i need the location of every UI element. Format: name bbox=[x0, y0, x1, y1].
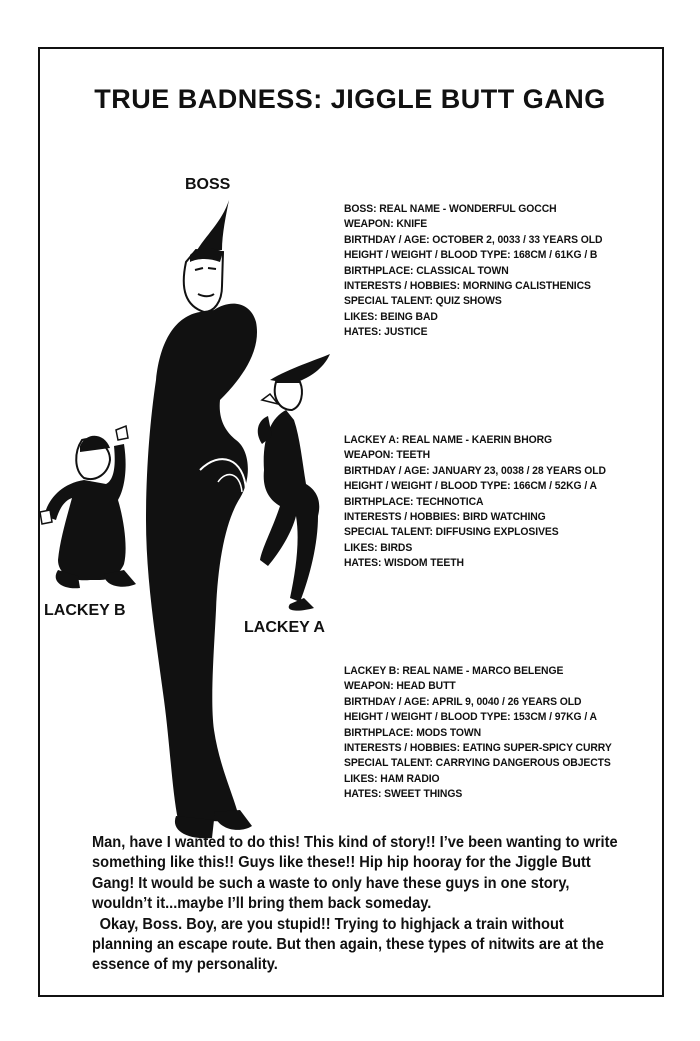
lackey-a-figure bbox=[258, 354, 330, 611]
profile-line: WEAPON: KNIFE bbox=[344, 218, 428, 231]
comment-paragraph: Okay, Boss. Boy, are you stupid!! Trying to highjack a train without planning an escape route. But then again, these types of nitwits are at the essence of my personality. bbox=[92, 915, 604, 974]
profile-line: BIRTHDAY / AGE: APRIL 9, 0040 / 26 YEARS OLD bbox=[344, 695, 582, 708]
profile-line: HEIGHT / WEIGHT / BLOOD TYPE: 166CM / 52KG / A bbox=[344, 480, 597, 493]
lackey-b-figure bbox=[40, 426, 136, 588]
profile-boss bbox=[344, 202, 648, 341]
profile-line: BOSS: REAL NAME - WONDERFUL GOCCH bbox=[344, 203, 557, 215]
comment-paragraph: Man, have I wanted to do this! This kind of story!! I’ve been wanting to write something like this!! Guys like these!! Hip hip hooray for the Jiggle Butt Gang! It would be such a waste to only have these guys in one story, wouldn’t it...maybe I’ll bring them back someday. bbox=[92, 834, 618, 913]
profile-line: HATES: WISDOM TEETH bbox=[344, 557, 464, 570]
profile-line: LIKES: HAM RADIO bbox=[344, 772, 440, 785]
profile-line: BIRTHDAY / AGE: OCTOBER 2, 0033 / 33 YEARS OLD bbox=[344, 233, 603, 246]
profile-line: INTERESTS / HOBBIES: EATING SUPER-SPICY CURRY bbox=[344, 742, 612, 755]
profile-line: SPECIAL TALENT: QUIZ SHOWS bbox=[344, 295, 502, 308]
profile-line: BIRTHPLACE: MODS TOWN bbox=[344, 726, 482, 739]
profile-line: LIKES: BIRDS bbox=[344, 541, 413, 554]
profile-line: INTERESTS / HOBBIES: MORNING CALISTHENICS bbox=[344, 280, 591, 293]
page-title: TRUE BADNESS: JIGGLE BUTT GANG bbox=[94, 84, 606, 114]
profile-line: WEAPON: TEETH bbox=[344, 449, 430, 462]
label-lackey-a: LACKEY A bbox=[244, 619, 325, 636]
profile-lackey-b bbox=[344, 664, 648, 803]
profile-line: HATES: JUSTICE bbox=[344, 326, 428, 339]
profile-line: LACKEY A: REAL NAME - KAERIN BHORG bbox=[344, 434, 553, 446]
profile-line: SPECIAL TALENT: CARRYING DANGEROUS OBJECTS bbox=[344, 757, 611, 770]
profile-line: HEIGHT / WEIGHT / BLOOD TYPE: 168CM / 61KG / B bbox=[344, 249, 598, 262]
profile-line: HEIGHT / WEIGHT / BLOOD TYPE: 153CM / 97KG / A bbox=[344, 711, 597, 724]
profile-line: SPECIAL TALENT: DIFFUSING EXPLOSIVES bbox=[344, 526, 559, 539]
label-lackey-b: LACKEY B bbox=[44, 602, 126, 619]
profile-line: WEAPON: HEAD BUTT bbox=[344, 680, 456, 693]
profile-line: LACKEY B: REAL NAME - MARCO BELENGE bbox=[344, 665, 564, 677]
profile-line: INTERESTS / HOBBIES: BIRD WATCHING bbox=[344, 511, 546, 524]
author-comment bbox=[92, 833, 624, 976]
profile-line: BIRTHPLACE: CLASSICAL TOWN bbox=[344, 264, 509, 277]
profile-line: BIRTHPLACE: TECHNOTICA bbox=[344, 495, 484, 508]
boss-figure bbox=[146, 200, 257, 838]
profile-line: HATES: SWEET THINGS bbox=[344, 788, 463, 801]
label-boss: BOSS bbox=[185, 176, 231, 193]
profile-lackey-a bbox=[344, 433, 648, 572]
profile-line: BIRTHDAY / AGE: JANUARY 23, 0038 / 28 YEARS OLD bbox=[344, 464, 606, 477]
profile-line: LIKES: BEING BAD bbox=[344, 310, 438, 323]
